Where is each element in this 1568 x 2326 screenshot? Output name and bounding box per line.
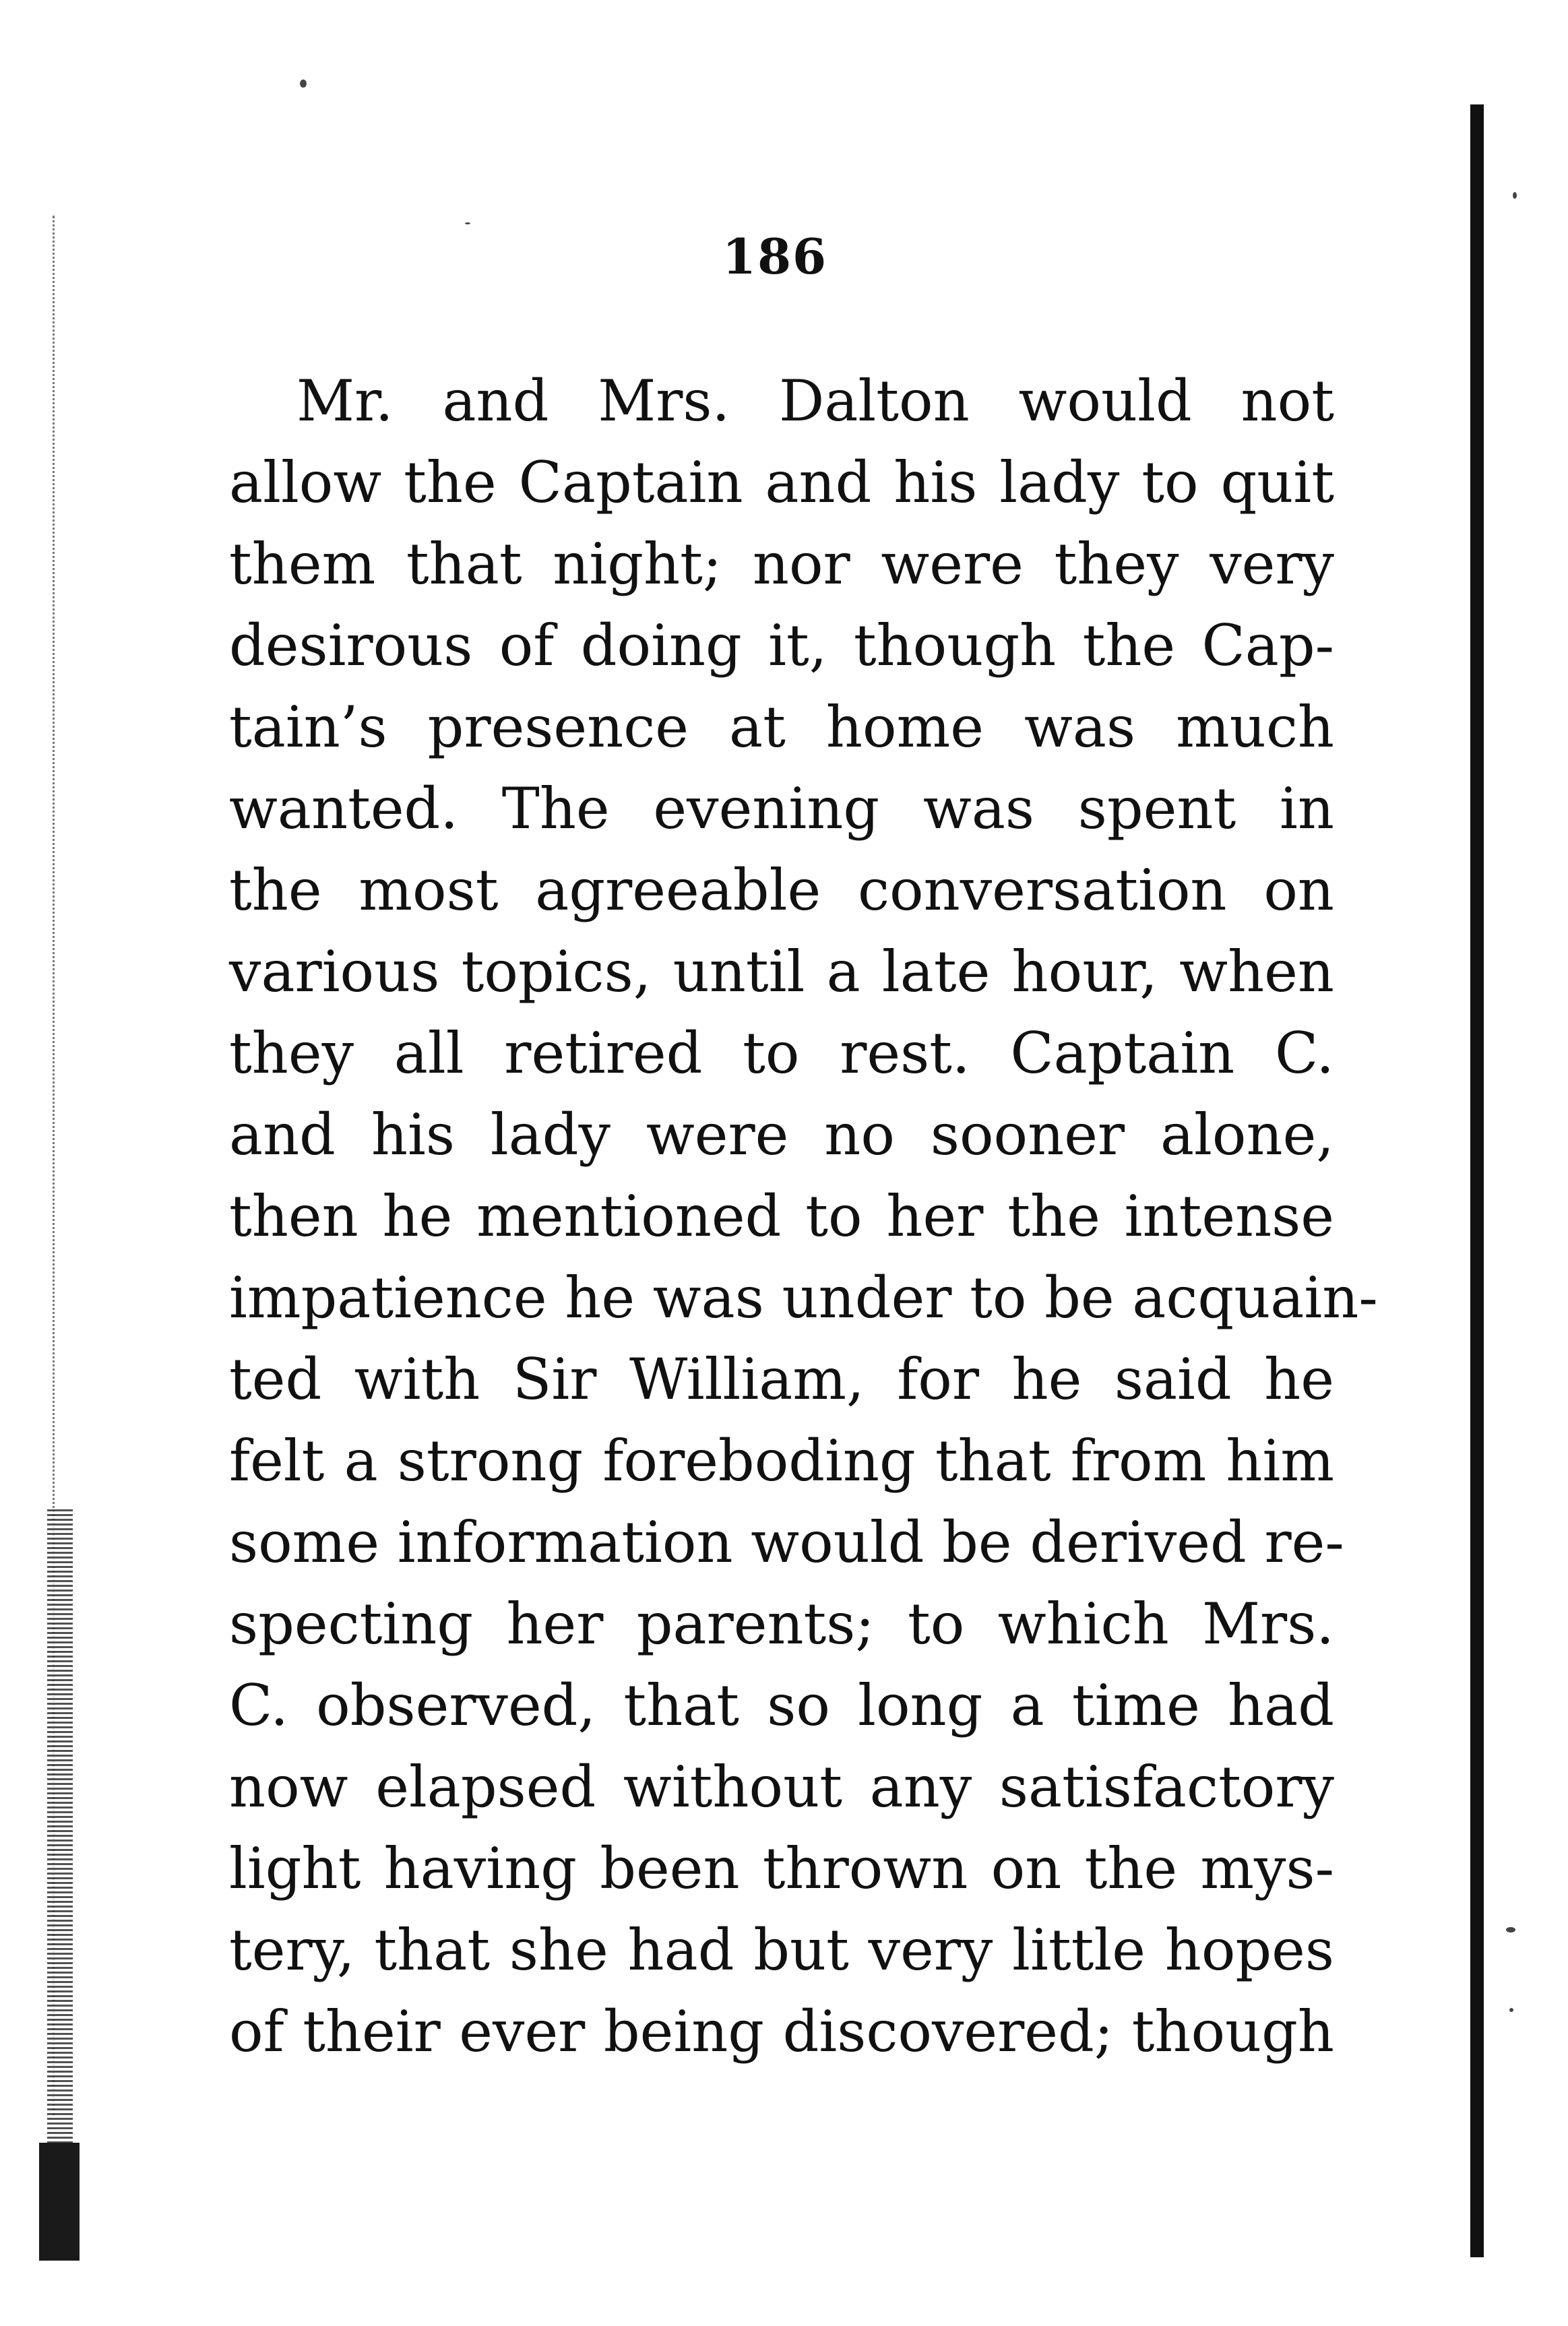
text-line: impatience he was under to be acquain- [229, 1265, 1378, 1331]
text-line: felt a strong foreboding that from him [229, 1428, 1334, 1494]
text-line: they all retired to rest. Captain C. [229, 1020, 1334, 1086]
text-line: desirous of doing it, though the Cap- [229, 612, 1334, 679]
ink-speck [1509, 2008, 1513, 2012]
text-line: tery, that she had but very little hopes [229, 1917, 1334, 1983]
text-line: Mr. and Mrs. Dalton would not [296, 368, 1334, 434]
text-line: and his lady were no sooner alone, [229, 1102, 1334, 1168]
ink-speck [300, 80, 307, 88]
body-text [229, 360, 1378, 2073]
text-line: them that night; nor were they very [229, 531, 1334, 597]
text-line: various topics, until a late hour, when [229, 939, 1334, 1005]
left-edge-shadow [47, 1509, 73, 2203]
text-line: now elapsed without any satisfactory [229, 1754, 1334, 1820]
binding-rule [1470, 104, 1484, 2257]
page-number: 186 [722, 228, 828, 285]
text-line: specting her parents; to which Mrs. [229, 1591, 1334, 1657]
text-line: C. observed, that so long a time had [229, 1672, 1334, 1738]
ink-speck [465, 222, 470, 224]
text-line: of their ever being discovered; though [229, 1999, 1334, 2065]
ink-speck [1513, 192, 1517, 199]
ink-speck [1506, 1927, 1515, 1932]
left-edge-block [39, 2143, 80, 2261]
text-line: then he mentioned to her the intense [229, 1183, 1334, 1249]
text-line: light having been thrown on the mys- [229, 1835, 1334, 1901]
text-line: allow the Captain and his lady to quit [229, 449, 1334, 515]
text-line: the most agreeable conversation on [229, 857, 1334, 923]
text-line: tain’s presence at home was much [229, 694, 1334, 760]
text-line: ted with Sir William, for he said he [229, 1346, 1334, 1412]
text-line: some information would be derived re- [229, 1509, 1344, 1575]
text-line: wanted. The evening was spent in [229, 776, 1334, 842]
